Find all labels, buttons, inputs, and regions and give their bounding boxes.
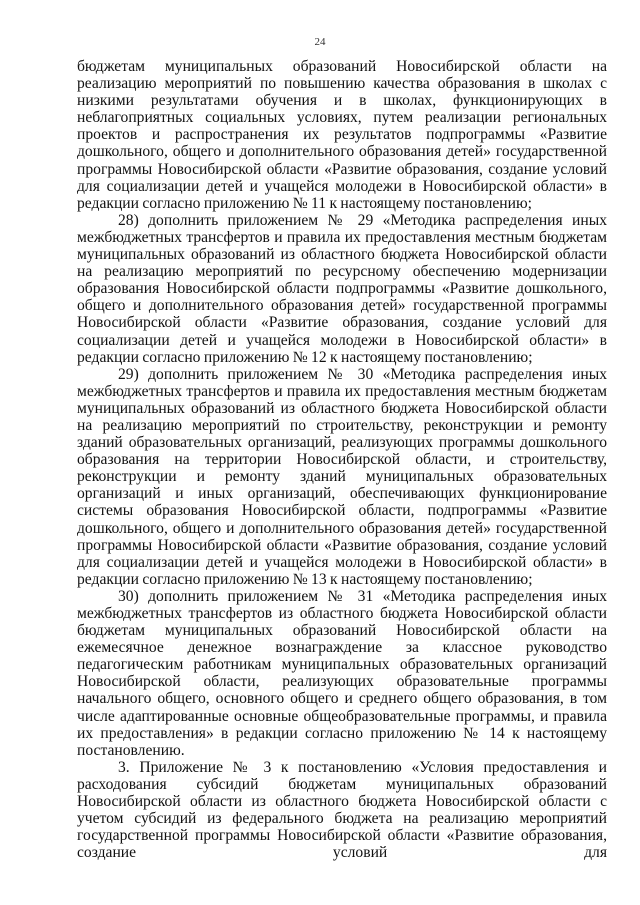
paragraph-section-3: 3. Приложение № 3 к постановлению «Условия предоставления и расходования субсидий бюджетам муниципальных образований Новосибирской области из областного бюджета Новосибирской области с учетом субсидий из федерального бюджета на реализацию мероприятий государственной программы Новосибирской области «Развитие образования, создание условий для (77, 758, 607, 862)
page-number: 24 (314, 36, 326, 48)
paragraph-item-29: 29) дополнить приложением № 30 «Методика распределения иных межбюджетных трансфертов и правила их предоставления местным бюджетам муниципальных образований из областного бюджета Новосибирской области на реализацию мероприятий по строительству, реконструкции и ремонту зданий образовательных организаций, реализующих программы дошкольного образования на территории Новосибирской области, и строительству, реконструкции и ремонту зданий муниципальных образовательных организаций и иных организаций, обеспечивающих функционирование системы образования Новосибирской области, подпрограммы «Развитие дошкольного, общего и дополнительного образования детей» государственной программы Новосибирской области «Развитие образования, создание условий для социализации детей и учащейся молодежи в Новосибирской области» в редакции согласно приложению № 13 к настоящему постановлению; (77, 365, 607, 588)
document-body (77, 58, 607, 861)
paragraph-continuation: бюджетам муниципальных образований Новосибирской области на реализацию мероприятий по повышению качества образования в школах с низкими результатами обучения и в школах, функционирующих в неблагоприятных социальных условиях, путем реализации региональных проектов и распространения их результатов подпрограммы «Развитие дошкольного, общего и дополнительного образования детей» государственной программы Новосибирской области «Развитие образования, создание условий для социализации детей и учащейся молодежи в Новосибирской области» в редакции согласно приложению № 11 к настоящему постановлению; (77, 58, 607, 212)
paragraph-item-30: 30) дополнить приложением № 31 «Методика распределения иных межбюджетных трансфертов из областного бюджета Новосибирской области бюджетам муниципальных образований Новосибирской области на ежемесячное денежное вознаграждение за классное руководство педагогическим работникам муниципальных образовательных организаций Новосибирской области, реализующих образовательные программы начального общего, основного общего и среднего общего образования, в том числе адаптированные основные общеобразовательные программы, и правила их предоставления» в редакции согласно приложению № 14 к настоящему постановлению. (77, 587, 607, 759)
paragraph-item-28: 28) дополнить приложением № 29 «Методика распределения иных межбюджетных трансфертов и правила их предоставления местным бюджетам муниципальных образований из областного бюджета Новосибирской области на реализацию мероприятий по ресурсному обеспечению модернизации образования Новосибирской области подпрограммы «Развитие дошкольного, общего и дополнительного образования детей» государственной программы Новосибирской области «Развитие образования, создание условий для социализации детей и учащейся молодежи в Новосибирской области» в редакции согласно приложению № 12 к настоящему постановлению; (77, 211, 607, 366)
